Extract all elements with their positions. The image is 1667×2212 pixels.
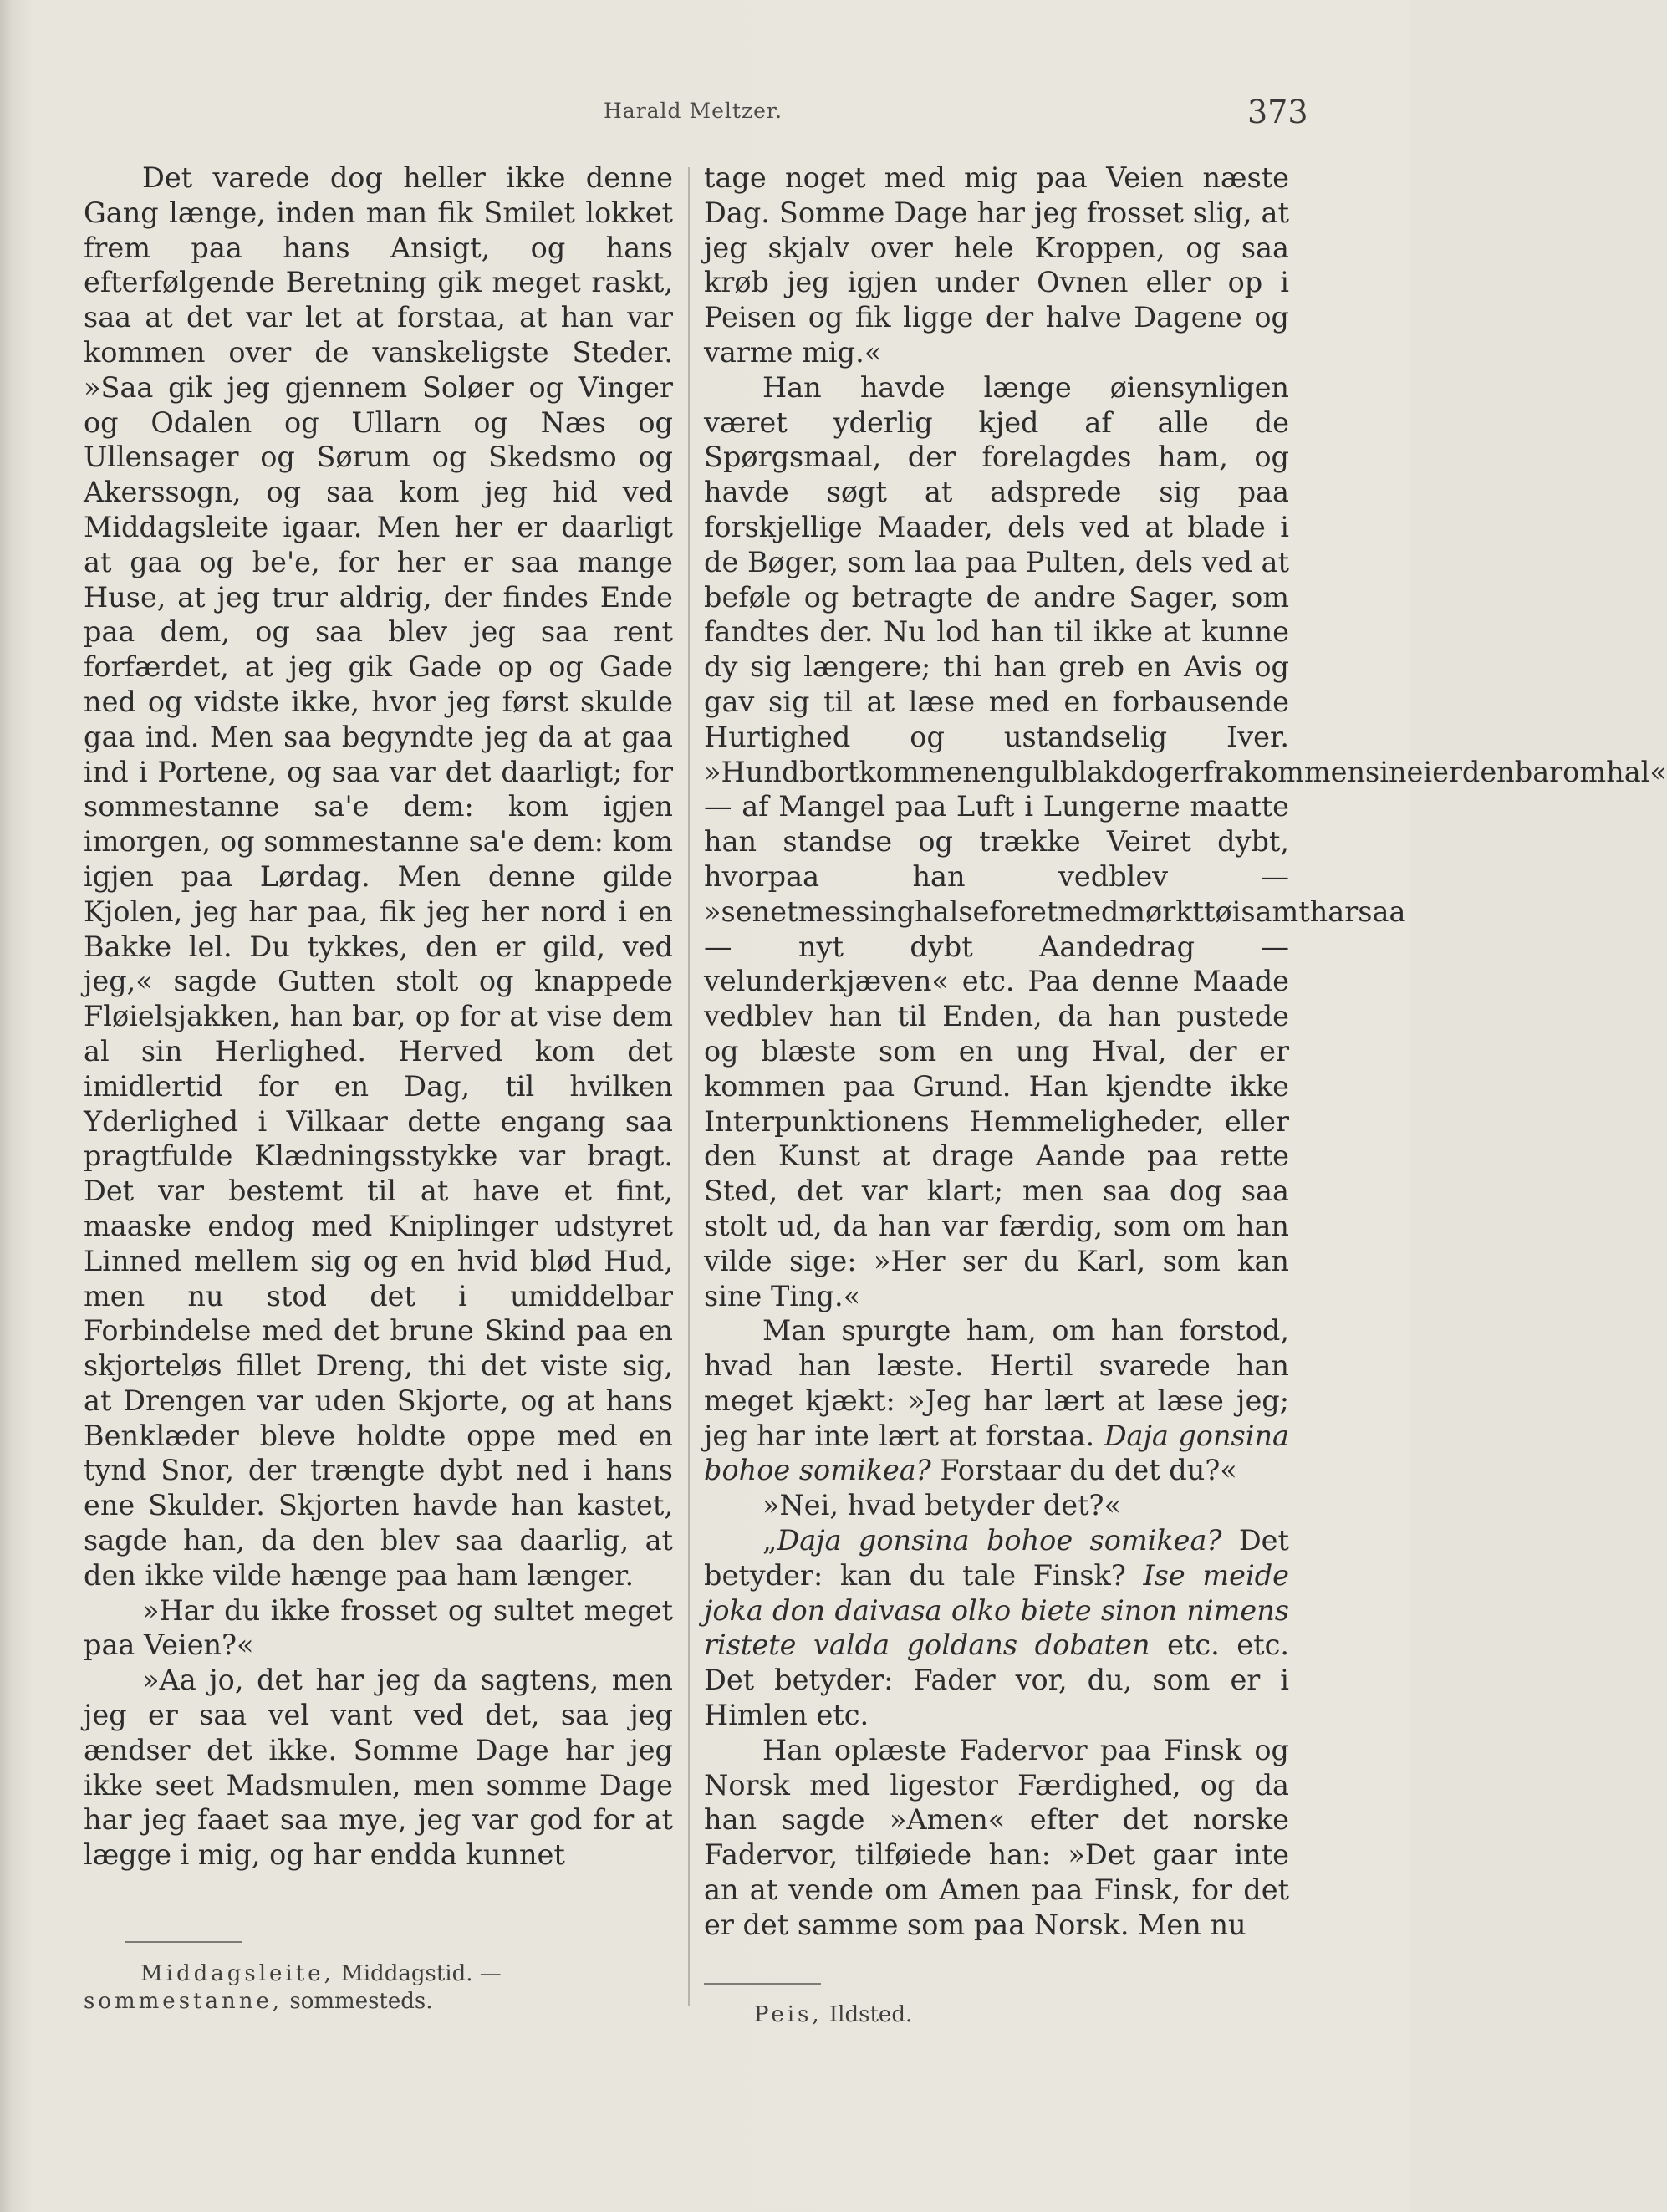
left-column xyxy=(84,161,673,1873)
footnote-def-sommestanne: sommesteds. xyxy=(289,1989,433,2014)
right-column xyxy=(704,161,1667,1943)
right-paragraph-6: Han oplæste Fadervor paa Finsk og Norsk med ligestor Færdighed, og da han sagde »Amen« efter det norske Fadervor, tilføiede han: »Det gaar inte an at vende om Amen paa Finsk, for det er det samme som paa Norsk. Men nu xyxy=(704,1733,1289,1941)
footnote-def-middagsleite: Middagstid. — xyxy=(341,1961,502,1986)
right-paragraph-3-finnish: Daja gonsina bohoe somikea? xyxy=(704,1419,1290,1487)
page-header xyxy=(0,94,1410,135)
right-paragraph-3-text-b: Forstaar du det du?« xyxy=(940,1454,1237,1487)
right-paragraph-3 xyxy=(704,1313,1289,1488)
footnote-term-sommestanne: sommestanne, xyxy=(84,1989,283,2014)
right-paragraph-5-text-c: etc. etc. Det betyder: Fader vor, du, som er i Himlen etc. xyxy=(704,1628,1290,1732)
right-paragraph-5-finnish-2: Ise meide joka don daivasa olko biete sinon nimens ristete valda goldans dobaten xyxy=(704,1558,1289,1662)
right-paragraph-2: Han havde længe øiensynligen været yderlig kjed af alle de Spørgsmaal, der forelagdes ham, og havde søgt at adsprede sig paa forskjellige Maader, dels ved at blade i de Bøger, som laa paa Pulten, dels ved at beføle og betragte de andre Sager, som fandtes der. Nu lod han til ikke at kunne dy sig længere; thi han greb en Avis og gav sig til at læse med en forbausende Hurtighed og ustandselig Iver. »Hundbortkommenengulblakdogerfrakommensineierdenbaromhal« — af Mangel paa Luft i Lungerne maatte han standse og trække Veiret dybt, hvorpaa han vedblev — »senetmessinghalseforetmedmørkttøisamtharsaa — nyt dybt Aandedrag — velunderkjæven« etc. Paa denne Maade vedblev han til Enden, da han pustede og blæste som en ung Hval, der er kommen paa Grund. Han kjendte ikke Interpunktionens Hemmeligheder, eller den Kunst at drage Aande paa rette Sted, det var klart; men saa dog saa stolt ud, da han var færdig, som om han vilde sige: »Her ser du Karl, som kan sine Ting.« xyxy=(704,370,1667,1312)
left-paragraph-2: »Har du ikke frosset og sultet meget paa Veien?« xyxy=(84,1593,673,1662)
left-paragraph-1: Det varede dog heller ikke denne Gang længe, inden man fik Smilet lokket frem paa hans Ansigt, og hans efterfølgende Beretning gik meget raskt, saa at det var let at forstaa, at han var kommen over de vanskeligste Steder. »Saa gik jeg gjennem Soløer og Vinger og Odalen og Ullarn og Næs og Ullensager og Sørum og Skedsmo og Akerssogn, og saa kom jeg hid ved Middagsleite igaar. Men her er daarligt at gaa og be'e, for her er saa mange Huse, at jeg trur aldrig, der findes Ende paa dem, og saa blev jeg saa rent forfærdet, at jeg gik Gade op og Gade ned og vidste ikke, hvor jeg først skulde gaa ind. Men saa begyndte jeg da at gaa ind i Portene, og saa var det daarligt; for sommestanne sa'e dem: kom igjen imorgen, og sommestanne sa'e dem: kom igjen paa Lørdag. Men denne gilde Kjolen, jeg har paa, fik jeg her nord i en Bakke lel. Du tykkes, den er gild, ved jeg,« sagde Gutten stolt og knappede Fløielsjakken, han bar, op for at vise dem al sin Herlighed. Herved kom det imidlertid for en Dag, til hvilken Yderlighed i Vilkaar dette engang saa pragtfulde Klædningsstykke var bragt. Det var bestemt til at have et fint, maaske endog med Kniplinger udstyret Linned mellem sig og en hvid blød Hud, men nu stod det i umiddelbar Forbindelse med det brune Skind paa en skjorteløs fillet Dreng, thi det viste sig, at Drengen var uden Skjorte, og at hans Benklæder bleve holdte oppe med en tynd Snor, der trængte dybt ned i hans ene Skulder. Skjorten havde han kastet, sagde han, da den blev saa daarlig, at den ikke vilde hænge paa ham længer. xyxy=(84,161,673,1592)
right-paragraph-3-text-a: Man spurgte ham, om han forstod, hvad han læste. Hertil svarede han meget kjækt: »Jeg har lært at læse jeg; jeg har inte lært at forstaa. xyxy=(704,1314,1289,1452)
running-head: Harald Meltzer. xyxy=(604,99,783,123)
left-paragraph-3: »Aa jo, det har jeg da sagtens, men jeg er saa vel vant ved det, saa jeg ændser det ikke. Somme Dage har jeg ikke seet Madsmulen, men somme Dage har jeg faaet saa mye, jeg var god for at lægge i mig, og har endda kunnet xyxy=(84,1664,673,1872)
right-paragraph-1: tage noget med mig paa Veien næste Dag. Somme Dage har jeg frosset slig, at jeg skjalv over hele Kroppen, og saa krøb jeg igjen under Ovnen eller op i Peisen og fik ligge der halve Dagene og varme mig.« xyxy=(704,161,1289,369)
column-divider xyxy=(688,167,690,2006)
footnote-term-peis: Peis, xyxy=(754,2002,823,2027)
right-paragraph-4: »Nei, hvad betyder det?« xyxy=(762,1489,1121,1522)
footnote-right xyxy=(704,2001,1206,2029)
right-paragraph-5 xyxy=(704,1523,1289,1733)
page-number: 373 xyxy=(1247,94,1308,130)
footnote-left xyxy=(84,1960,677,2016)
right-paragraph-5-text-b: Det betyder: kan du tale Finsk? xyxy=(704,1524,1289,1592)
footnote-def-peis: Ildsted. xyxy=(828,2002,913,2027)
footnote-rule-right xyxy=(704,1983,821,1985)
right-paragraph-5-finnish-1: Daja gonsina bohoe somikea? xyxy=(777,1524,1222,1557)
footnote-term-middagsleite: Middagsleite, xyxy=(140,1961,334,1986)
right-paragraph-5-quote: „ xyxy=(762,1524,777,1557)
footnote-rule-left xyxy=(125,1941,242,1943)
